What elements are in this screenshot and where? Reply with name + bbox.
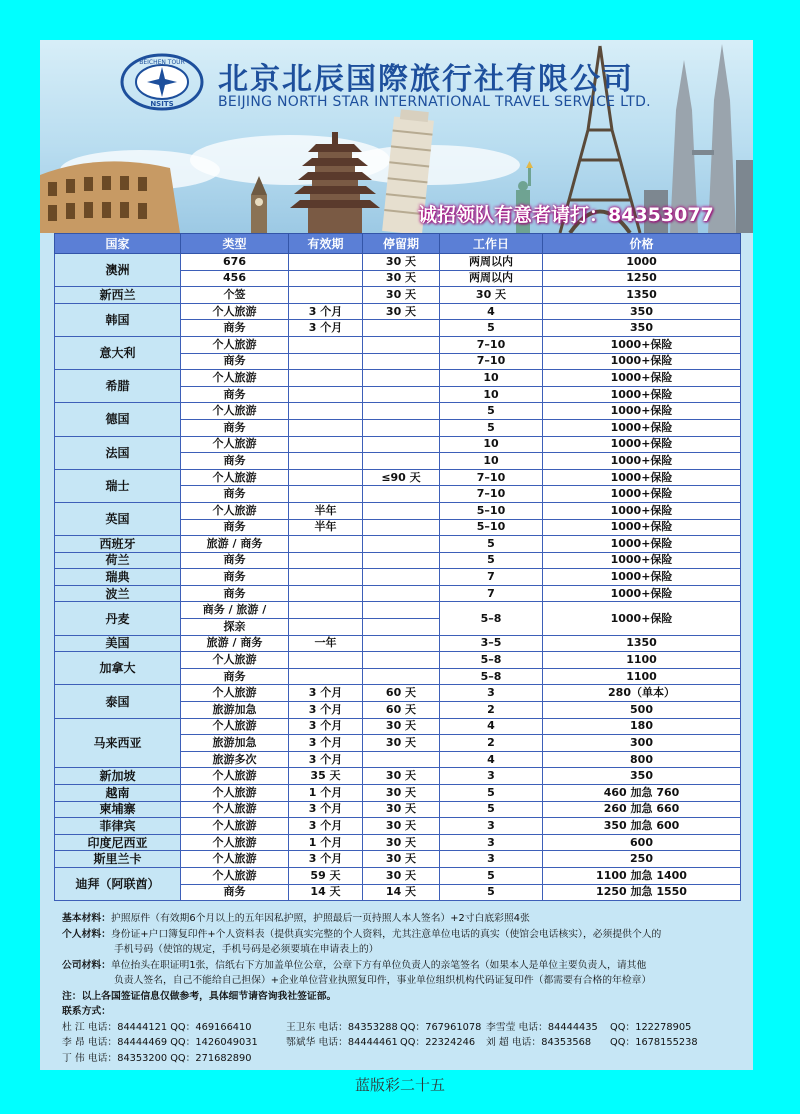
cell-workdays: 5 [440,536,543,553]
cell-validity: 3 个月 [289,685,363,702]
contact-entry [610,1051,720,1067]
cell-country: 迪拜（阿联酋） [55,867,181,900]
cell-type: 旅游 / 商务 [181,536,289,553]
cell-stay: 30 天 [363,303,440,320]
cell-type: 个人旅游 [181,469,289,486]
cell-country: 意大利 [55,336,181,369]
cell-price: 180 [543,718,741,735]
cell-price: 1100 [543,668,741,685]
cell-validity [289,386,363,403]
cell-country: 波兰 [55,585,181,602]
cell-price: 350 [543,303,741,320]
cell-type: 商务 [181,519,289,536]
svg-text:NSITS: NSITS [150,100,174,108]
cell-country: 西班牙 [55,536,181,553]
cell-workdays: 7–10 [440,336,543,353]
company-name-cn: 北京北辰国際旅行社有限公司 [218,62,634,97]
cell-price: 1000+保险 [543,552,741,569]
cell-price: 1000+保险 [543,519,741,536]
column-header: 类型 [181,234,289,254]
cell-price: 1100 [543,652,741,669]
cell-country: 新西兰 [55,287,181,304]
cell-workdays: 10 [440,370,543,387]
cell-type: 个人旅游 [181,785,289,802]
notes-section [62,911,742,1066]
contact-entry: 李雪莹 电话：84444435 [486,1021,598,1033]
cell-stay: 30 天 [363,851,440,868]
cell-stay [363,320,440,337]
cell-price: 1000+保险 [543,536,741,553]
cell-stay [363,602,440,619]
contact-entry: QQ：22324246 [400,1037,476,1048]
cell-validity [289,419,363,436]
cell-stay [363,552,440,569]
cell-stay [363,370,440,387]
cell-type: 个人旅游 [181,370,289,387]
cell-stay [363,751,440,768]
cell-type: 商务 [181,552,289,569]
table-row [55,801,741,818]
colosseum-icon [40,161,180,233]
cell-validity [289,469,363,486]
cell-country: 加拿大 [55,652,181,685]
cell-validity: 3 个月 [289,702,363,719]
cell-workdays: 3 [440,818,543,835]
cell-stay [363,619,440,636]
contact-entry [286,1051,400,1067]
cell-stay [363,502,440,519]
cell-validity [289,652,363,669]
cell-workdays: 30 天 [440,287,543,304]
cell-validity: 半年 [289,502,363,519]
cell-price: 300 [543,735,741,752]
table-row [55,469,741,486]
banner [40,40,753,233]
company-materials-label: 公司材料： [62,959,111,971]
cell-workdays: 7–10 [440,486,543,503]
cell-type: 商务 [181,569,289,586]
table-row [55,536,741,553]
cell-price: 1350 [543,287,741,304]
cell-type: 676 [181,254,289,271]
table-row [55,818,741,835]
cell-price: 350 加急 600 [543,818,741,835]
cell-price: 1000+保险 [543,436,741,453]
cell-price: 1000+保险 [543,336,741,353]
cell-workdays: 5 [440,785,543,802]
contact-row [62,1020,742,1036]
contact-entry: QQ：122278905 [610,1021,692,1033]
cell-stay: 14 天 [363,884,440,901]
cell-stay: 30 天 [363,768,440,785]
cell-workdays: 10 [440,453,543,470]
personal-materials-text-2: 手机号码（使馆的规定，手机号码是必须要填在申请表上的） [114,944,379,955]
table-row [55,336,741,353]
cell-workdays: 7–10 [440,469,543,486]
cell-stay: 30 天 [363,718,440,735]
table-row [55,436,741,453]
cell-type: 旅游 / 商务 [181,635,289,652]
column-header: 国家 [55,234,181,254]
contact-label: 联系方式： [62,1006,111,1017]
cell-type: 个人旅游 [181,834,289,851]
cell-workdays: 3 [440,834,543,851]
cell-type: 个人旅游 [181,336,289,353]
table-row [55,569,741,586]
company-name-en: BEIJING NORTH STAR INTERNATIONAL TRAVEL SERVICE LTD. [218,94,651,110]
cell-price: 280（单本） [543,685,741,702]
cell-country: 马来西亚 [55,718,181,768]
cell-country: 瑞士 [55,469,181,502]
company-materials-text-2: 负责人签名，自己不能给自己担保）+企业单位营业执照复印件，事业单位组织机构代码证复印件（都需要有合格的年检章） [114,975,652,986]
cell-workdays: 5 [440,884,543,901]
cell-price: 1000+保险 [543,569,741,586]
cell-workdays: 10 [440,436,543,453]
cell-workdays: 5–10 [440,519,543,536]
column-header: 停留期 [363,234,440,254]
cell-validity [289,336,363,353]
cell-type: 探亲 [181,619,289,636]
cell-price: 1250 加急 1550 [543,884,741,901]
cell-workdays: 5 [440,867,543,884]
cell-stay: 30 天 [363,834,440,851]
cell-stay [363,635,440,652]
cell-stay: 30 天 [363,867,440,884]
cell-price: 260 加急 660 [543,801,741,818]
cell-type: 商务 [181,320,289,337]
cell-validity [289,370,363,387]
footer-label: 蓝版彩二十五 [354,1076,445,1094]
cell-price: 1000+保险 [543,602,741,635]
basic-materials-label: 基本材料： [62,913,111,924]
cell-workdays: 5 [440,552,543,569]
cell-country: 荷兰 [55,552,181,569]
cell-workdays: 5 [440,320,543,337]
cell-stay [363,353,440,370]
visa-price-table [54,233,741,901]
cell-workdays: 3 [440,851,543,868]
cell-validity [289,254,363,271]
cell-stay: 30 天 [363,735,440,752]
cell-stay [363,536,440,553]
cell-validity [289,270,363,287]
basic-materials-text: 护照原件（有效期6个月以上的五年因私护照，护照最后一页持照人本人签名）+2寸白底彩照4张 [110,913,530,924]
cell-price: 1000+保险 [543,386,741,403]
table-row [55,370,741,387]
cell-country: 澳洲 [55,254,181,287]
cell-validity [289,602,363,619]
cell-stay [363,519,440,536]
table-row [55,502,741,519]
cell-validity: 1 个月 [289,834,363,851]
cell-workdays: 5 [440,419,543,436]
cell-workdays: 7–10 [440,353,543,370]
cell-validity [289,552,363,569]
cell-workdays: 两周以内 [440,270,543,287]
cell-stay: 60 天 [363,685,440,702]
cell-validity [289,536,363,553]
cell-price: 500 [543,702,741,719]
contact-entry: QQ：1678155238 [610,1037,698,1048]
table-row [55,718,741,735]
svg-text:BEICHEN TOUR: BEICHEN TOUR [139,59,185,66]
cell-validity [289,436,363,453]
cell-type: 456 [181,270,289,287]
column-header: 价格 [543,234,741,254]
pagoda-icon [290,132,380,233]
cell-workdays: 10 [440,386,543,403]
contact-entry: QQ：767961078 [400,1021,482,1033]
cell-validity [289,486,363,503]
cell-stay: 30 天 [363,818,440,835]
disclaimer-note: 注：以上各国签证信息仅做参考，具体细节请咨询我社签证部。 [62,990,337,1002]
table-row [55,254,741,271]
cell-validity [289,619,363,636]
cell-price: 1000+保险 [543,585,741,602]
cell-price: 1000+保险 [543,502,741,519]
cell-stay [363,336,440,353]
cell-workdays: 5–8 [440,602,543,635]
cell-stay [363,668,440,685]
cell-stay: 30 天 [363,254,440,271]
contact-entry [486,1051,610,1067]
cell-country: 希腊 [55,370,181,403]
cell-type: 旅游多次 [181,751,289,768]
cell-price: 1000+保险 [543,419,741,436]
personal-materials-text: 身份证+户口簿复印件+个人资料表（提供真实完整的个人资料，尤其注意单位电话的真实（使馆会电话核实），必须提供个人的 [110,928,662,940]
cell-stay [363,569,440,586]
cell-validity: 1 个月 [289,785,363,802]
cell-stay: 60 天 [363,702,440,719]
cell-type: 旅游加急 [181,735,289,752]
cell-type: 商务 [181,419,289,436]
cell-type: 个人旅游 [181,652,289,669]
cell-stay [363,386,440,403]
cell-validity [289,569,363,586]
table-row [55,785,741,802]
cell-type: 商务 [181,668,289,685]
cell-validity: 3 个月 [289,718,363,735]
cell-country: 越南 [55,785,181,802]
cell-price: 460 加急 760 [543,785,741,802]
cell-type: 个人旅游 [181,867,289,884]
personal-materials-label: 个人材料： [62,928,111,940]
cell-workdays: 5–8 [440,652,543,669]
cell-type: 商务 [181,884,289,901]
cell-type: 个人旅游 [181,403,289,420]
cell-stay: ≤90 天 [363,469,440,486]
table-row [55,652,741,669]
cell-workdays: 7 [440,569,543,586]
column-header: 有效期 [289,234,363,254]
table-row [55,834,741,851]
cell-country: 斯里兰卡 [55,851,181,868]
cell-workdays: 4 [440,718,543,735]
contact-entry: 王卫东 电话：84353288 [286,1021,398,1033]
table-row [55,552,741,569]
cell-price: 350 [543,768,741,785]
cell-validity: 3 个月 [289,818,363,835]
cell-price: 1000+保险 [543,453,741,470]
contact-row [62,1035,742,1051]
cell-stay [363,436,440,453]
cell-validity: 3 个月 [289,303,363,320]
cell-stay [363,652,440,669]
table-row [55,851,741,868]
cell-workdays: 3 [440,768,543,785]
cell-type: 个签 [181,287,289,304]
cell-validity: 35 天 [289,768,363,785]
cell-stay [363,419,440,436]
cell-type: 商务 [181,353,289,370]
cell-type: 个人旅游 [181,851,289,868]
cell-country: 泰国 [55,685,181,718]
cell-workdays: 2 [440,735,543,752]
cell-price: 1000+保险 [543,353,741,370]
cell-validity: 3 个月 [289,851,363,868]
cell-type: 个人旅游 [181,768,289,785]
company-materials-text: 单位抬头在职证明1张，信纸右下方加盖单位公章，公章下方有单位负责人的亲笔签名（如果本人是单位主要负责人，请其他 [110,959,647,971]
cell-validity: 3 个月 [289,751,363,768]
cell-country: 韩国 [55,303,181,336]
cell-price: 1000+保险 [543,469,741,486]
table-body [55,254,741,901]
contact-list [62,1020,742,1067]
contact-row [62,1051,742,1067]
table-row [55,287,741,304]
cell-workdays: 5 [440,801,543,818]
cell-stay: 30 天 [363,801,440,818]
cell-type: 个人旅游 [181,685,289,702]
big-ben-icon [251,176,267,233]
cell-price: 350 [543,320,741,337]
cell-validity: 3 个月 [289,735,363,752]
table-row [55,403,741,420]
cell-price: 1000+保险 [543,403,741,420]
cell-country: 柬埔寨 [55,801,181,818]
table-row [55,585,741,602]
cell-workdays: 2 [440,702,543,719]
column-header: 工作日 [440,234,543,254]
cell-validity: 3 个月 [289,320,363,337]
table-row [55,867,741,884]
cell-stay [363,486,440,503]
table-row [55,635,741,652]
cell-price: 1000+保险 [543,370,741,387]
cell-stay [363,453,440,470]
cell-type: 旅游加急 [181,702,289,719]
cell-country: 法国 [55,436,181,469]
cell-type: 个人旅游 [181,436,289,453]
cell-type: 商务 / 旅游 / [181,602,289,619]
cell-price: 1000 [543,254,741,271]
cell-type: 个人旅游 [181,303,289,320]
table-header-row [55,234,741,254]
cell-stay [363,585,440,602]
cell-validity: 一年 [289,635,363,652]
cell-price: 1350 [543,635,741,652]
cell-validity: 3 个月 [289,801,363,818]
cell-validity [289,668,363,685]
cell-type: 个人旅游 [181,818,289,835]
cell-country: 丹麦 [55,602,181,635]
flyer-page [40,40,753,1070]
cell-workdays: 5 [440,403,543,420]
cell-country: 瑞典 [55,569,181,586]
cell-stay: 30 天 [363,785,440,802]
cell-type: 个人旅游 [181,502,289,519]
cell-country: 美国 [55,635,181,652]
table-row [55,685,741,702]
cell-price: 1100 加急 1400 [543,867,741,884]
cell-validity [289,353,363,370]
cell-country: 德国 [55,403,181,436]
contact-entry: 鄂斌华 电话：84444461 [286,1037,398,1048]
cell-type: 个人旅游 [181,718,289,735]
cell-price: 800 [543,751,741,768]
cell-type: 商务 [181,386,289,403]
recruit-notice: 诚招领队有意者请打：84353077 [418,204,714,226]
cell-workdays: 4 [440,751,543,768]
cell-price: 1250 [543,270,741,287]
cell-type: 商务 [181,585,289,602]
cell-type: 个人旅游 [181,801,289,818]
cell-validity: 半年 [289,519,363,536]
cell-validity [289,585,363,602]
cell-validity [289,403,363,420]
cell-stay: 30 天 [363,287,440,304]
cell-workdays: 4 [440,303,543,320]
cell-country: 新加坡 [55,768,181,785]
cell-type: 商务 [181,453,289,470]
cell-validity: 14 天 [289,884,363,901]
company-logo [118,52,206,112]
cell-workdays: 5–10 [440,502,543,519]
contact-entry: 杜 江 电话：84444121 QQ：469166410 [62,1021,252,1033]
cell-workdays: 两周以内 [440,254,543,271]
cell-country: 印度尼西亚 [55,834,181,851]
cell-validity: 59 天 [289,867,363,884]
cell-workdays: 3 [440,685,543,702]
contact-entry [400,1051,486,1067]
cell-validity [289,287,363,304]
contact-entry: 刘 超 电话：84353568 [486,1037,592,1048]
cell-country: 英国 [55,502,181,535]
contact-entry: 李 昂 电话：84444469 QQ：1426049031 [62,1037,258,1048]
contact-entry: 丁 伟 电话：84353200 QQ：271682890 [62,1052,252,1064]
cell-stay [363,403,440,420]
cell-type: 商务 [181,486,289,503]
table-row [55,303,741,320]
cell-stay: 30 天 [363,270,440,287]
cell-country: 菲律宾 [55,818,181,835]
cell-workdays: 3–5 [440,635,543,652]
cell-price: 1000+保险 [543,486,741,503]
table-row [55,602,741,619]
cell-workdays: 5–8 [440,668,543,685]
cell-workdays: 7 [440,585,543,602]
cell-price: 600 [543,834,741,851]
cell-price: 250 [543,851,741,868]
table-row [55,768,741,785]
cell-validity [289,453,363,470]
